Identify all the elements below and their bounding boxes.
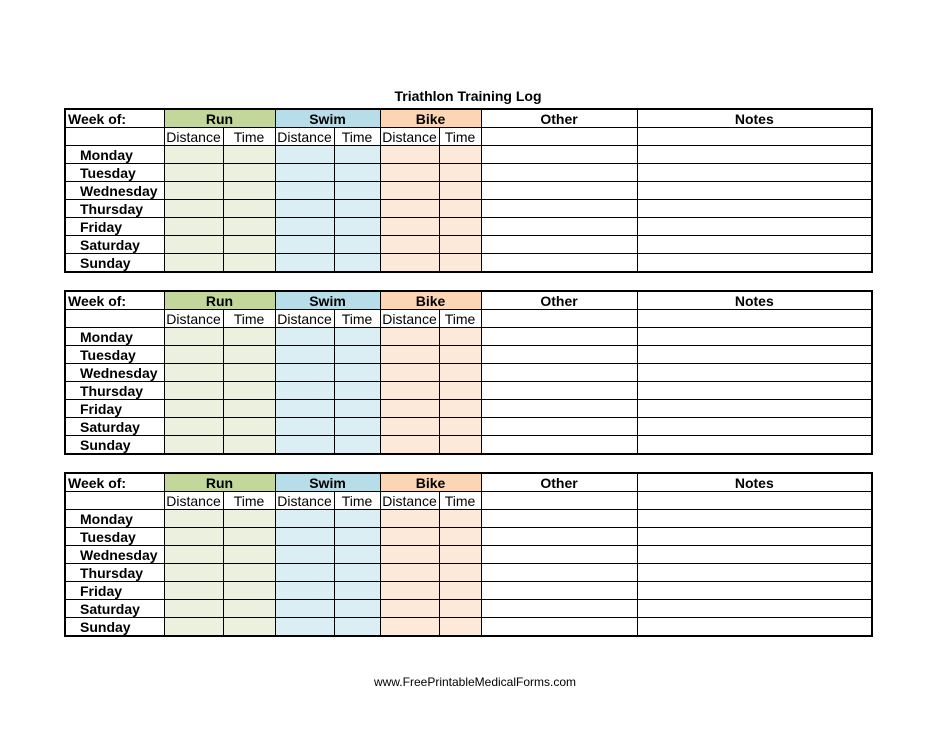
bike-distance-cell[interactable] bbox=[380, 364, 439, 382]
notes-cell[interactable] bbox=[637, 528, 872, 546]
run-distance-cell[interactable] bbox=[164, 546, 223, 564]
swim-time-cell[interactable] bbox=[334, 164, 380, 182]
bike-time-cell[interactable] bbox=[439, 364, 481, 382]
week-table-1 bbox=[64, 108, 873, 273]
day-row-monday bbox=[65, 146, 872, 164]
other-cell[interactable] bbox=[481, 254, 637, 273]
day-label: Tuesday bbox=[65, 528, 164, 546]
run-time-cell[interactable] bbox=[223, 600, 275, 618]
day-row-friday bbox=[65, 400, 872, 418]
swim-time-cell[interactable] bbox=[334, 510, 380, 528]
week-of-label[interactable]: Week of: bbox=[65, 109, 164, 128]
swim-distance-header: Distance bbox=[275, 128, 334, 146]
swim-time-cell[interactable] bbox=[334, 328, 380, 346]
sport-header-row bbox=[65, 291, 872, 310]
run-time-cell[interactable] bbox=[223, 582, 275, 600]
other-cell[interactable] bbox=[481, 564, 637, 582]
other-cell[interactable] bbox=[481, 164, 637, 182]
swim-time-cell[interactable] bbox=[334, 218, 380, 236]
run-distance-cell[interactable] bbox=[164, 382, 223, 400]
run-time-cell[interactable] bbox=[223, 218, 275, 236]
swim-distance-cell[interactable] bbox=[275, 218, 334, 236]
week-of-label[interactable]: Week of: bbox=[65, 473, 164, 492]
bike-distance-cell[interactable] bbox=[380, 546, 439, 564]
notes-cell[interactable] bbox=[637, 600, 872, 618]
swim-time-cell[interactable] bbox=[334, 528, 380, 546]
blank-cell bbox=[65, 128, 164, 146]
day-label: Sunday bbox=[65, 254, 164, 273]
day-row-wednesday bbox=[65, 364, 872, 382]
week-table-3 bbox=[64, 472, 873, 637]
other-header: Other bbox=[481, 109, 637, 128]
bike-distance-cell[interactable] bbox=[380, 418, 439, 436]
swim-distance-header: Distance bbox=[275, 492, 334, 510]
bike-time-cell[interactable] bbox=[439, 182, 481, 200]
run-distance-cell[interactable] bbox=[164, 418, 223, 436]
swim-time-cell[interactable] bbox=[334, 346, 380, 364]
day-label: Friday bbox=[65, 400, 164, 418]
bike-distance-cell[interactable] bbox=[380, 182, 439, 200]
swim-distance-cell[interactable] bbox=[275, 528, 334, 546]
run-time-cell[interactable] bbox=[223, 400, 275, 418]
run-distance-cell[interactable] bbox=[164, 618, 223, 637]
bike-distance-cell[interactable] bbox=[380, 618, 439, 637]
swim-time-cell[interactable] bbox=[334, 600, 380, 618]
swim-time-cell[interactable] bbox=[334, 418, 380, 436]
run-header: Run bbox=[164, 473, 275, 492]
other-cell[interactable] bbox=[481, 146, 637, 164]
day-row-friday bbox=[65, 582, 872, 600]
bike-time-cell[interactable] bbox=[439, 528, 481, 546]
sport-header-row bbox=[65, 473, 872, 492]
bike-time-cell[interactable] bbox=[439, 382, 481, 400]
swim-time-cell[interactable] bbox=[334, 400, 380, 418]
bike-time-header: Time bbox=[439, 310, 481, 328]
other-cell[interactable] bbox=[481, 400, 637, 418]
other-cell[interactable] bbox=[481, 600, 637, 618]
page-title: Triathlon Training Log bbox=[394, 88, 542, 104]
notes-cell[interactable] bbox=[637, 400, 872, 418]
day-row-monday bbox=[65, 328, 872, 346]
day-label: Wednesday bbox=[65, 364, 164, 382]
swim-distance-cell[interactable] bbox=[275, 236, 334, 254]
run-time-cell[interactable] bbox=[223, 346, 275, 364]
notes-header: Notes bbox=[637, 109, 872, 128]
notes-cell[interactable] bbox=[637, 564, 872, 582]
swim-time-header: Time bbox=[334, 128, 380, 146]
bike-distance-cell[interactable] bbox=[380, 382, 439, 400]
bike-time-cell[interactable] bbox=[439, 164, 481, 182]
swim-distance-cell[interactable] bbox=[275, 400, 334, 418]
run-distance-cell[interactable] bbox=[164, 510, 223, 528]
swim-time-cell[interactable] bbox=[334, 254, 380, 273]
bike-time-cell[interactable] bbox=[439, 146, 481, 164]
run-distance-header: Distance bbox=[164, 310, 223, 328]
other-cell[interactable] bbox=[481, 182, 637, 200]
other-cell[interactable] bbox=[481, 218, 637, 236]
day-label: Tuesday bbox=[65, 346, 164, 364]
blank-cell bbox=[65, 492, 164, 510]
day-label: Wednesday bbox=[65, 182, 164, 200]
run-time-cell[interactable] bbox=[223, 146, 275, 164]
swim-distance-cell[interactable] bbox=[275, 582, 334, 600]
week-table-2 bbox=[64, 290, 873, 455]
run-time-cell[interactable] bbox=[223, 164, 275, 182]
run-distance-cell[interactable] bbox=[164, 346, 223, 364]
bike-time-header: Time bbox=[439, 492, 481, 510]
sport-header-row bbox=[65, 109, 872, 128]
run-distance-cell[interactable] bbox=[164, 582, 223, 600]
bike-time-cell[interactable] bbox=[439, 418, 481, 436]
swim-distance-cell[interactable] bbox=[275, 510, 334, 528]
day-label: Monday bbox=[65, 146, 164, 164]
bike-distance-cell[interactable] bbox=[380, 564, 439, 582]
day-row-thursday bbox=[65, 564, 872, 582]
bike-time-cell[interactable] bbox=[439, 582, 481, 600]
bike-header: Bike bbox=[380, 291, 481, 310]
bike-time-cell[interactable] bbox=[439, 254, 481, 273]
run-distance-cell[interactable] bbox=[164, 182, 223, 200]
other-blank bbox=[481, 492, 637, 510]
notes-cell[interactable] bbox=[637, 218, 872, 236]
notes-cell[interactable] bbox=[637, 200, 872, 218]
bike-distance-header: Distance bbox=[380, 310, 439, 328]
swim-time-cell[interactable] bbox=[334, 236, 380, 254]
other-cell[interactable] bbox=[481, 346, 637, 364]
other-header: Other bbox=[481, 291, 637, 310]
bike-time-cell[interactable] bbox=[439, 510, 481, 528]
notes-blank bbox=[637, 492, 872, 510]
swim-distance-cell[interactable] bbox=[275, 346, 334, 364]
swim-distance-cell[interactable] bbox=[275, 146, 334, 164]
day-label: Sunday bbox=[65, 436, 164, 455]
blank-cell bbox=[65, 310, 164, 328]
day-row-monday bbox=[65, 510, 872, 528]
day-label: Wednesday bbox=[65, 546, 164, 564]
day-row-tuesday bbox=[65, 164, 872, 182]
swim-header: Swim bbox=[275, 291, 380, 310]
swim-time-cell[interactable] bbox=[334, 582, 380, 600]
swim-time-header: Time bbox=[334, 310, 380, 328]
run-distance-header: Distance bbox=[164, 492, 223, 510]
bike-time-cell[interactable] bbox=[439, 564, 481, 582]
other-cell[interactable] bbox=[481, 364, 637, 382]
notes-cell[interactable] bbox=[637, 618, 872, 637]
run-distance-cell[interactable] bbox=[164, 600, 223, 618]
subheader-row bbox=[65, 492, 872, 510]
run-time-cell[interactable] bbox=[223, 436, 275, 455]
notes-header: Notes bbox=[637, 473, 872, 492]
notes-blank bbox=[637, 128, 872, 146]
swim-distance-cell[interactable] bbox=[275, 618, 334, 637]
run-time-cell[interactable] bbox=[223, 618, 275, 637]
bike-time-cell[interactable] bbox=[439, 328, 481, 346]
notes-cell[interactable] bbox=[637, 364, 872, 382]
other-cell[interactable] bbox=[481, 200, 637, 218]
other-cell[interactable] bbox=[481, 510, 637, 528]
swim-distance-cell[interactable] bbox=[275, 254, 334, 273]
day-label: Thursday bbox=[65, 564, 164, 582]
notes-cell[interactable] bbox=[637, 418, 872, 436]
run-time-cell[interactable] bbox=[223, 510, 275, 528]
bike-distance-header: Distance bbox=[380, 128, 439, 146]
bike-time-cell[interactable] bbox=[439, 200, 481, 218]
bike-time-cell[interactable] bbox=[439, 400, 481, 418]
bike-distance-cell[interactable] bbox=[380, 436, 439, 455]
bike-header: Bike bbox=[380, 473, 481, 492]
bike-distance-header: Distance bbox=[380, 492, 439, 510]
subheader-row bbox=[65, 128, 872, 146]
week-of-label[interactable]: Week of: bbox=[65, 291, 164, 310]
other-cell[interactable] bbox=[481, 236, 637, 254]
notes-cell[interactable] bbox=[637, 436, 872, 455]
run-header: Run bbox=[164, 109, 275, 128]
swim-time-cell[interactable] bbox=[334, 200, 380, 218]
bike-distance-cell[interactable] bbox=[380, 600, 439, 618]
day-row-thursday bbox=[65, 382, 872, 400]
notes-cell[interactable] bbox=[637, 164, 872, 182]
day-row-saturday bbox=[65, 418, 872, 436]
swim-distance-cell[interactable] bbox=[275, 164, 334, 182]
bike-distance-cell[interactable] bbox=[380, 146, 439, 164]
swim-time-cell[interactable] bbox=[334, 546, 380, 564]
swim-distance-cell[interactable] bbox=[275, 436, 334, 455]
day-row-tuesday bbox=[65, 528, 872, 546]
notes-cell[interactable] bbox=[637, 510, 872, 528]
footer-url[interactable]: www.FreePrintableMedicalForms.com bbox=[373, 675, 577, 689]
notes-header: Notes bbox=[637, 291, 872, 310]
run-time-cell[interactable] bbox=[223, 382, 275, 400]
run-distance-cell[interactable] bbox=[164, 200, 223, 218]
swim-distance-cell[interactable] bbox=[275, 200, 334, 218]
notes-cell[interactable] bbox=[637, 382, 872, 400]
other-blank bbox=[481, 128, 637, 146]
bike-distance-cell[interactable] bbox=[380, 254, 439, 273]
bike-distance-cell[interactable] bbox=[380, 400, 439, 418]
day-label: Monday bbox=[65, 510, 164, 528]
day-row-tuesday bbox=[65, 346, 872, 364]
day-row-friday bbox=[65, 218, 872, 236]
other-blank bbox=[481, 310, 637, 328]
run-distance-cell[interactable] bbox=[164, 328, 223, 346]
swim-distance-cell[interactable] bbox=[275, 382, 334, 400]
run-time-cell[interactable] bbox=[223, 254, 275, 273]
day-row-saturday bbox=[65, 600, 872, 618]
notes-cell[interactable] bbox=[637, 582, 872, 600]
bike-distance-cell[interactable] bbox=[380, 164, 439, 182]
bike-distance-cell[interactable] bbox=[380, 200, 439, 218]
notes-cell[interactable] bbox=[637, 346, 872, 364]
day-row-wednesday bbox=[65, 546, 872, 564]
run-time-cell[interactable] bbox=[223, 546, 275, 564]
day-row-wednesday bbox=[65, 182, 872, 200]
run-time-cell[interactable] bbox=[223, 564, 275, 582]
swim-distance-cell[interactable] bbox=[275, 600, 334, 618]
swim-distance-cell[interactable] bbox=[275, 564, 334, 582]
day-label: Saturday bbox=[65, 600, 164, 618]
run-distance-cell[interactable] bbox=[164, 400, 223, 418]
notes-cell[interactable] bbox=[637, 254, 872, 273]
day-label: Thursday bbox=[65, 200, 164, 218]
day-row-sunday bbox=[65, 254, 872, 273]
run-time-header: Time bbox=[223, 310, 275, 328]
bike-time-header: Time bbox=[439, 128, 481, 146]
other-cell[interactable] bbox=[481, 382, 637, 400]
run-distance-cell[interactable] bbox=[164, 164, 223, 182]
swim-time-cell[interactable] bbox=[334, 382, 380, 400]
bike-time-cell[interactable] bbox=[439, 600, 481, 618]
bike-distance-cell[interactable] bbox=[380, 346, 439, 364]
run-distance-header: Distance bbox=[164, 128, 223, 146]
run-time-cell[interactable] bbox=[223, 200, 275, 218]
run-time-cell[interactable] bbox=[223, 328, 275, 346]
other-header: Other bbox=[481, 473, 637, 492]
run-distance-cell[interactable] bbox=[164, 146, 223, 164]
other-cell[interactable] bbox=[481, 328, 637, 346]
swim-distance-cell[interactable] bbox=[275, 182, 334, 200]
bike-distance-cell[interactable] bbox=[380, 582, 439, 600]
run-time-header: Time bbox=[223, 492, 275, 510]
bike-distance-cell[interactable] bbox=[380, 510, 439, 528]
notes-cell[interactable] bbox=[637, 146, 872, 164]
bike-time-cell[interactable] bbox=[439, 546, 481, 564]
swim-time-cell[interactable] bbox=[334, 564, 380, 582]
bike-header: Bike bbox=[380, 109, 481, 128]
other-cell[interactable] bbox=[481, 582, 637, 600]
notes-cell[interactable] bbox=[637, 236, 872, 254]
other-cell[interactable] bbox=[481, 546, 637, 564]
run-distance-cell[interactable] bbox=[164, 364, 223, 382]
swim-time-cell[interactable] bbox=[334, 146, 380, 164]
bike-distance-cell[interactable] bbox=[380, 218, 439, 236]
run-distance-cell[interactable] bbox=[164, 564, 223, 582]
run-distance-cell[interactable] bbox=[164, 436, 223, 455]
run-distance-cell[interactable] bbox=[164, 254, 223, 273]
swim-distance-header: Distance bbox=[275, 310, 334, 328]
swim-distance-cell[interactable] bbox=[275, 328, 334, 346]
bike-time-cell[interactable] bbox=[439, 236, 481, 254]
run-distance-cell[interactable] bbox=[164, 218, 223, 236]
day-row-sunday bbox=[65, 618, 872, 637]
swim-time-cell[interactable] bbox=[334, 436, 380, 455]
swim-time-header: Time bbox=[334, 492, 380, 510]
day-label: Thursday bbox=[65, 382, 164, 400]
notes-cell[interactable] bbox=[637, 182, 872, 200]
swim-distance-cell[interactable] bbox=[275, 364, 334, 382]
bike-distance-cell[interactable] bbox=[380, 236, 439, 254]
other-cell[interactable] bbox=[481, 436, 637, 455]
run-time-cell[interactable] bbox=[223, 528, 275, 546]
swim-header: Swim bbox=[275, 109, 380, 128]
run-time-header: Time bbox=[223, 128, 275, 146]
bike-time-cell[interactable] bbox=[439, 436, 481, 455]
bike-time-cell[interactable] bbox=[439, 618, 481, 637]
day-row-thursday bbox=[65, 200, 872, 218]
bike-time-cell[interactable] bbox=[439, 218, 481, 236]
other-cell[interactable] bbox=[481, 618, 637, 637]
run-time-cell[interactable] bbox=[223, 182, 275, 200]
day-label: Saturday bbox=[65, 418, 164, 436]
swim-time-cell[interactable] bbox=[334, 618, 380, 637]
other-cell[interactable] bbox=[481, 528, 637, 546]
swim-distance-cell[interactable] bbox=[275, 546, 334, 564]
run-header: Run bbox=[164, 291, 275, 310]
day-label: Monday bbox=[65, 328, 164, 346]
run-time-cell[interactable] bbox=[223, 364, 275, 382]
swim-time-cell[interactable] bbox=[334, 364, 380, 382]
bike-distance-cell[interactable] bbox=[380, 328, 439, 346]
bike-time-cell[interactable] bbox=[439, 346, 481, 364]
notes-cell[interactable] bbox=[637, 546, 872, 564]
swim-header: Swim bbox=[275, 473, 380, 492]
day-row-saturday bbox=[65, 236, 872, 254]
day-label: Tuesday bbox=[65, 164, 164, 182]
day-label: Friday bbox=[65, 218, 164, 236]
day-label: Sunday bbox=[65, 618, 164, 637]
run-time-cell[interactable] bbox=[223, 418, 275, 436]
run-distance-cell[interactable] bbox=[164, 236, 223, 254]
day-label: Saturday bbox=[65, 236, 164, 254]
notes-blank bbox=[637, 310, 872, 328]
subheader-row bbox=[65, 310, 872, 328]
swim-time-cell[interactable] bbox=[334, 182, 380, 200]
run-time-cell[interactable] bbox=[223, 236, 275, 254]
day-row-sunday bbox=[65, 436, 872, 455]
day-label: Friday bbox=[65, 582, 164, 600]
notes-cell[interactable] bbox=[637, 328, 872, 346]
other-cell[interactable] bbox=[481, 418, 637, 436]
run-distance-cell[interactable] bbox=[164, 528, 223, 546]
bike-distance-cell[interactable] bbox=[380, 528, 439, 546]
swim-distance-cell[interactable] bbox=[275, 418, 334, 436]
